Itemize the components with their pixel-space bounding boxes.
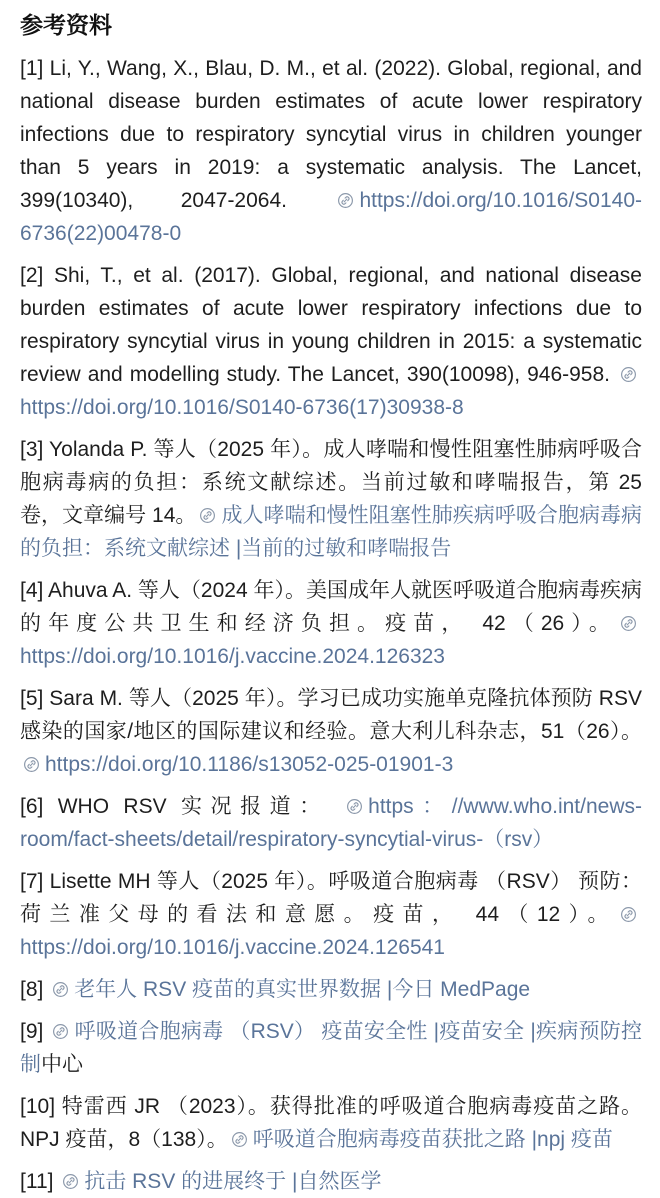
- link-icon[interactable]: [346, 798, 363, 815]
- reference-item: [20, 973, 642, 1006]
- reference-text: 中心: [41, 1053, 83, 1076]
- reference-item: [20, 1165, 642, 1198]
- reference-item: [20, 865, 642, 964]
- reference-link[interactable]: 呼吸道合胞病毒 （RSV） 疫苗安全性 |疫苗安全 |疾病预防控制: [20, 1020, 642, 1076]
- reference-text: [8]: [20, 978, 50, 1001]
- link-icon[interactable]: [52, 981, 69, 998]
- reference-item: [20, 433, 642, 565]
- reference-text: [3] Yolanda P. 等人（2025 年）。成人哮喘和慢性阻塞性肺病呼吸合胞病毒病的负担：系统文献综述。当前过敏和哮喘报告，第 25 卷，文章编号 14。: [20, 438, 642, 527]
- reference-link[interactable]: https://doi.org/10.1016/j.vaccine.2024.126541: [20, 936, 445, 959]
- reference-link[interactable]: https://doi.org/10.1016/S0140-6736(22)00478-0: [20, 189, 642, 245]
- link-icon[interactable]: [62, 1173, 79, 1190]
- reference-link[interactable]: https://doi.org/10.1186/s13052-025-01901-3: [45, 753, 454, 776]
- reference-text: [11]: [20, 1170, 60, 1193]
- reference-text: [1] Li, Y., Wang, X., Blau, D. M., et al. (2022). Global, regional, and national disease burden estimates of acute lower respiratory infections due to respiratory syncytial virus in children younger than 5 years in 2019: a systematic analysis. The Lancet, 399(10340), 2047-2064.: [20, 57, 642, 212]
- link-icon[interactable]: [620, 615, 637, 632]
- reference-link[interactable]: 抗击 RSV 的进展终于 |自然医学: [84, 1170, 382, 1193]
- reference-text: [7] Lisette MH 等人（2025 年）。呼吸道合胞病毒 （RSV） 预防：荷兰准父母的看法和意愿。疫苗， 44（12）。: [20, 870, 642, 926]
- reference-text: [6] WHO RSV 实况报道：: [20, 795, 344, 818]
- reference-link[interactable]: 呼吸道合胞病毒疫苗获批之路 |npj 疫苗: [252, 1128, 613, 1151]
- reference-link[interactable]: https://doi.org/10.1016/S0140-6736(17)30938-8: [20, 396, 464, 419]
- reference-link[interactable]: 成人哮喘和慢性阻塞性肺疾病呼吸合胞病毒病的负担：系统文献综述 |当前的过敏和哮喘报告: [20, 504, 643, 560]
- reference-link[interactable]: https://doi.org/10.1016/j.vaccine.2024.126323: [20, 645, 445, 668]
- link-icon[interactable]: [52, 1023, 69, 1040]
- link-icon[interactable]: [231, 1131, 248, 1148]
- reference-item: [20, 682, 642, 781]
- reference-link[interactable]: 老年人 RSV 疫苗的真实世界数据 |今日 MedPage: [74, 978, 531, 1001]
- reference-text: [4] Ahuva A. 等人（2024 年）。美国成年人就医呼吸道合胞病毒疾病的年度公共卫生和经济负担。疫苗， 42（26）。: [20, 579, 642, 635]
- references-list: [20, 52, 642, 1198]
- reference-item: [20, 52, 642, 250]
- link-icon[interactable]: [620, 366, 637, 383]
- reference-item: [20, 1090, 642, 1156]
- reference-text: [5] Sara M. 等人（2025 年）。学习已成功实施单克隆抗体预防 RSV 感染的国家/地区的国际建议和经验。意大利儿科杂志，51（26）。: [20, 687, 642, 743]
- reference-link[interactable]: https：//www.who.int/news-room/fact-sheets/detail/respiratory-syncytial-virus-（rsv）: [20, 795, 642, 851]
- reference-text: [9]: [20, 1020, 50, 1043]
- reference-item: [20, 790, 642, 856]
- link-icon[interactable]: [23, 756, 40, 773]
- reference-item: [20, 259, 642, 424]
- link-icon[interactable]: [620, 906, 637, 923]
- reference-text: [2] Shi, T., et al. (2017). Global, regional, and national disease burden estimates of acute lower respiratory infections due to respiratory syncytial virus in young children in 2015: a systematic review and modelling study. The Lancet, 390(10098), 946-958.: [20, 264, 642, 386]
- link-icon[interactable]: [337, 192, 354, 209]
- page-title: 参考资料: [20, 12, 112, 38]
- reference-text: [10] 特雷西 JR （2023）。获得批准的呼吸道合胞病毒疫苗之路。NPJ 疫苗，8（138）。: [20, 1095, 642, 1151]
- reference-item: [20, 1015, 642, 1081]
- reference-item: [20, 574, 642, 673]
- link-icon[interactable]: [199, 507, 216, 524]
